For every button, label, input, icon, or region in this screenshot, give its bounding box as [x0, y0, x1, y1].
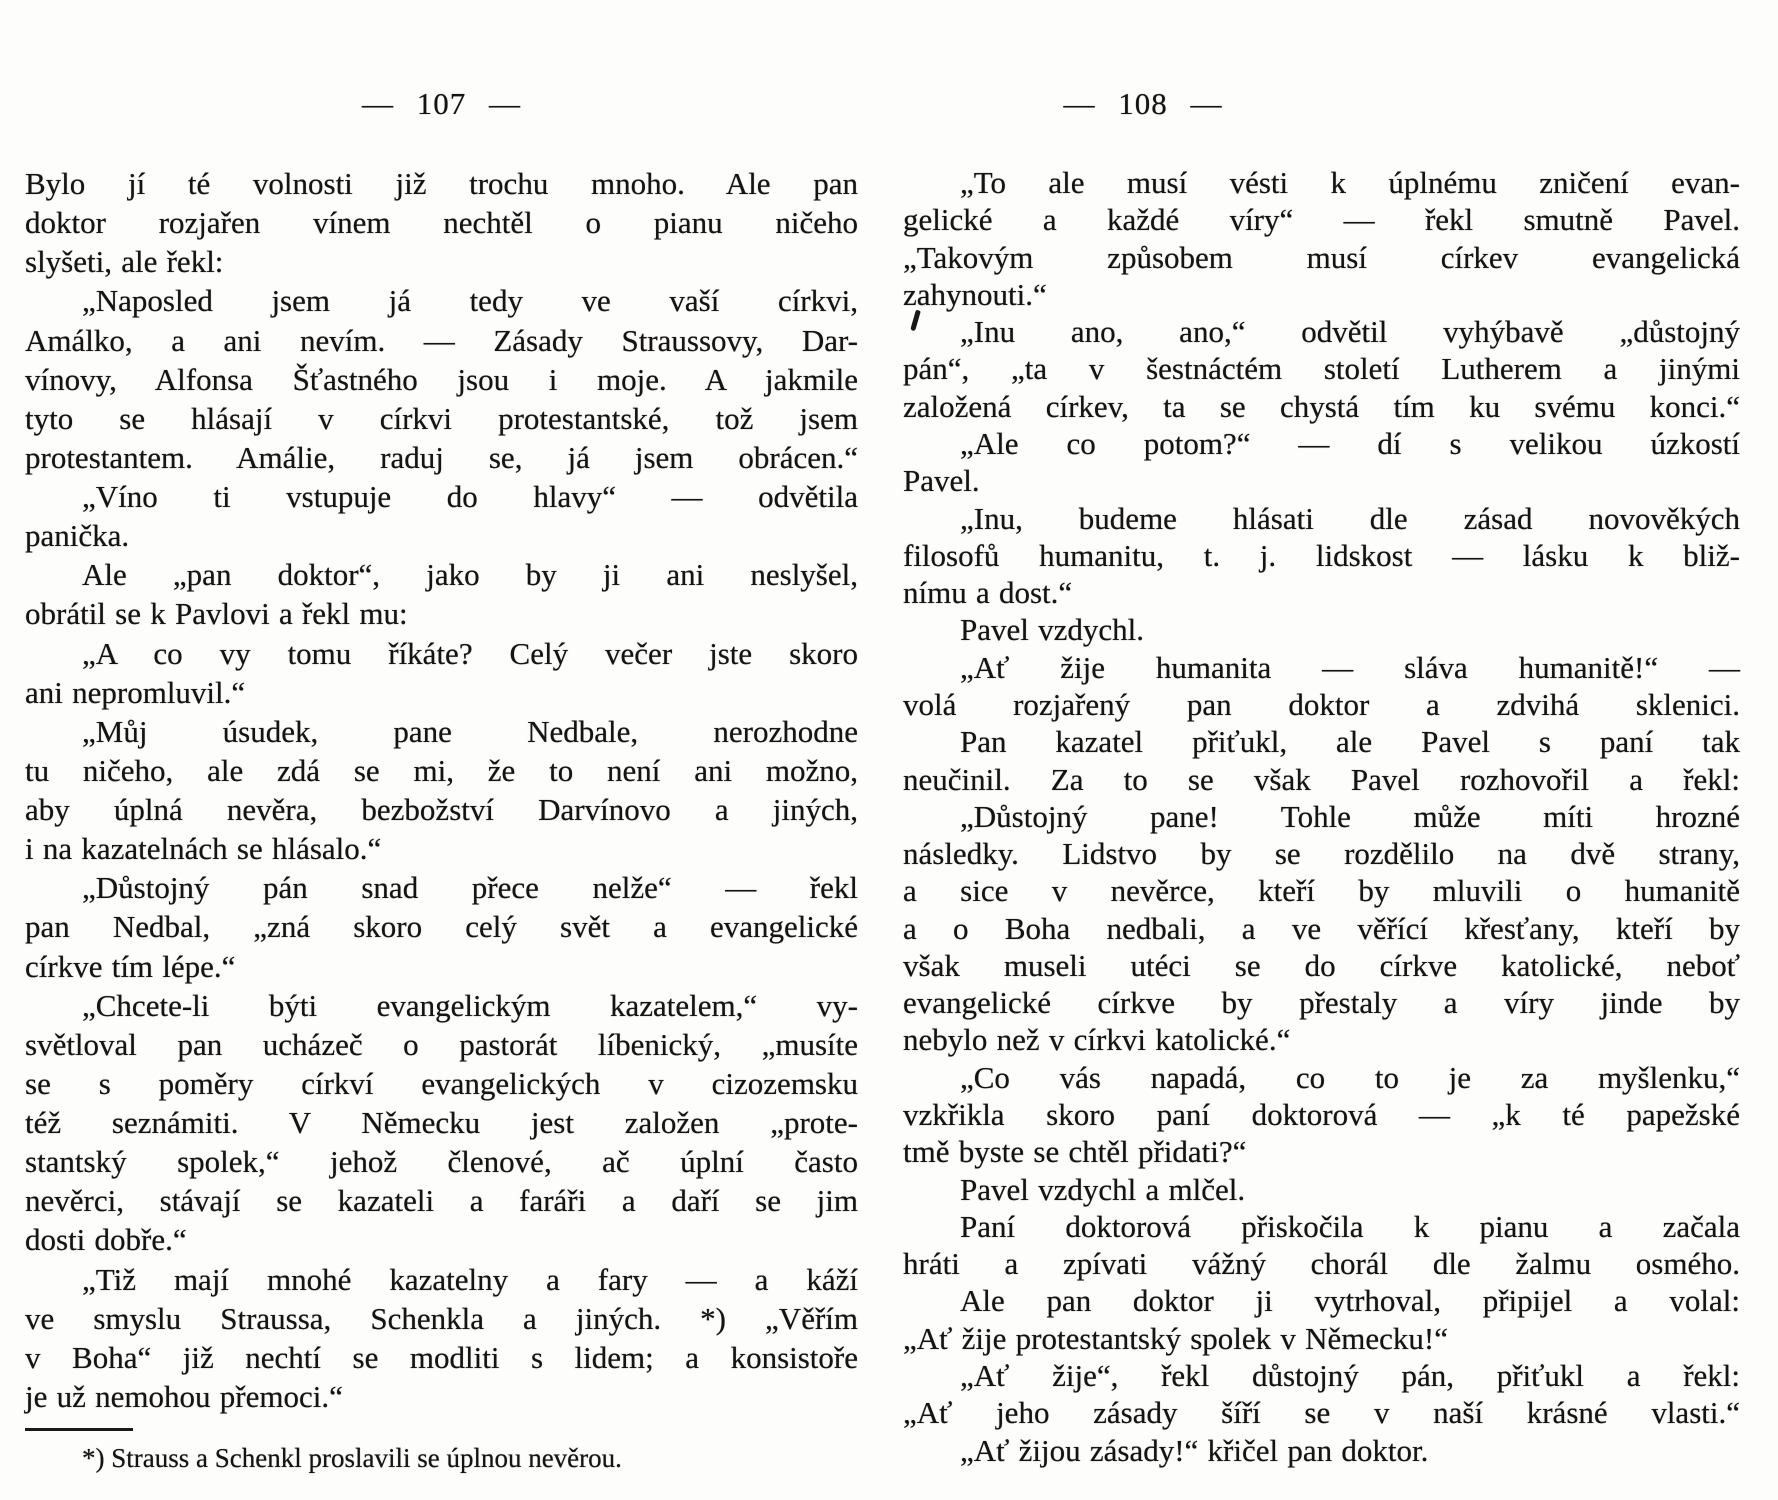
text-line: založená církev, ta se chystá tím ku svému konci.“ [903, 388, 1740, 424]
text-line: „A co vy tomu říkáte? Celý večer jste skoro [82, 635, 858, 671]
text-line: ani nepromluvil.“ [25, 674, 246, 710]
paragraph [903, 313, 1740, 425]
text-line: tmě byste se chtěl přidati?“ [903, 1134, 1247, 1170]
text-line: „Ať žijou zásady!“ křičel pan doktor. [960, 1432, 1429, 1468]
text-line: vzkřikla skoro paní doktorová — „k té papežské [903, 1097, 1740, 1133]
text-line: Pavel vzdychl a mlčel. [960, 1171, 1246, 1207]
text-line: filosofů humanitu, t. j. lidskost — lásku k bliž- [903, 537, 1740, 573]
text-line: „Ať jeho zásady šíří se v naší krásné vlasti.“ [903, 1395, 1740, 1431]
paragraph [903, 425, 1740, 500]
text-line: pan Nedbal, „zná skoro celý svět a evangelické [25, 909, 858, 945]
text-line: Paní doktorová přiskočila k pianu a začala [960, 1208, 1740, 1244]
paragraph [25, 634, 858, 712]
text-line: doktor rozjařen vínem nechtěl o pianu ničeho [25, 205, 858, 241]
text-line: neučinil. Za to se však Pavel rozhovořil a řekl: [903, 761, 1740, 797]
paragraph [25, 477, 858, 555]
text-line: „Ať žije protestantský spolek v Německu!“ [903, 1320, 1448, 1356]
text-line: nímu a dost.“ [903, 575, 1073, 611]
paragraph [25, 986, 858, 1260]
text-line: vínovy, Alfonsa Šťastného jsou i moje. A jakmile [25, 361, 858, 397]
paragraph [25, 712, 858, 869]
page-number-107: — 107 — [362, 86, 521, 121]
text-line: dosti dobře.“ [25, 1222, 187, 1258]
text-line: Amálko, a ani nevím. — Zásady Straussovy, Dar- [25, 322, 858, 358]
text-line: „Ať žije humanita — sláva humanitě!“ — [960, 649, 1740, 685]
text-line: a o Boha nedbali, a ve věřící křesťany, kteří by [903, 910, 1740, 946]
paragraph [903, 1059, 1740, 1171]
text-line: slyšeti, ale řekl: [25, 244, 224, 280]
text-line: zahynouti.“ [903, 276, 1047, 312]
text-block [903, 164, 1740, 1469]
text-line: Pavel vzdychl. [960, 612, 1145, 648]
paragraph [903, 1432, 1740, 1469]
paragraph [903, 1357, 1740, 1432]
footnote-rule [25, 1428, 133, 1431]
page-107 [25, 0, 858, 1500]
page-number-108: — 108 — [1063, 86, 1223, 121]
paragraph [903, 1208, 1740, 1283]
paragraph [903, 1282, 1740, 1357]
text-line: nebylo než v církvi katolické.“ [903, 1022, 1291, 1058]
text-line: se s poměry církví evangelických v cizozemsku [25, 1065, 858, 1101]
text-line: panička. [25, 518, 130, 554]
text-line: však museli utéci se do církve katolické, neboť [903, 947, 1740, 983]
paragraph [25, 868, 858, 985]
paragraph [903, 723, 1740, 798]
text-line: „Takovým způsobem musí církev evangelická [903, 239, 1740, 275]
text-line: „Ale co potom?“ — dí s velikou úzkostí [960, 425, 1740, 461]
text-line: evangelické církve by přestaly a víry jinde by [903, 985, 1740, 1021]
text-line: „To ale musí vésti k úplnému zničení evan- [960, 165, 1740, 200]
paragraph [25, 555, 858, 633]
paragraph [903, 500, 1740, 612]
text-line: volá rozjařený pan doktor a zdvihá sklenici. [903, 686, 1740, 722]
text-line: v Boha“ již nechtí se modliti s lidem; a konsistoře [25, 1339, 858, 1375]
text-line: „Co vás napadá, co to je za myšlenku,“ [960, 1059, 1740, 1095]
text-line: Bylo jí té volnosti již trochu mnoho. Ale pan [25, 166, 858, 201]
text-line: gelické a každé víry“ — řekl smutně Pavel. [903, 202, 1740, 238]
text-line: hráti a zpívati vážný chorál dle žalmu osmého. [903, 1246, 1740, 1282]
text-line: protestantem. Amálie, raduj se, já jsem obrácen.“ [25, 439, 858, 475]
text-line: „Inu ano, ano,“ odvětil vyhýbavě „důstojný [960, 314, 1740, 350]
text-line: aby úplná nevěra, bezbožství Darvínovo a jiných, [25, 792, 858, 827]
text-line: stantský spolek,“ jehož členové, ač úplní často [25, 1144, 858, 1180]
text-line: Ale „pan doktor“, jako by ji ani neslyšel, [82, 557, 858, 593]
text-line: „Důstojný pán snad přece nelže“ — řekl [82, 870, 858, 906]
paragraph [25, 164, 858, 281]
text-line: následky. Lidstvo by se rozdělilo na dvě strany, [903, 836, 1740, 872]
text-line: tu ničeho, ale zdá se mi, že to není ani možno, [25, 752, 858, 788]
text-line: ve smyslu Straussa, Schenkla a jiných. *) „Věřím [25, 1300, 858, 1336]
text-line: Pavel. [903, 463, 980, 499]
paragraph [903, 1171, 1740, 1208]
paragraph [25, 1260, 858, 1417]
text-block [25, 164, 858, 1416]
page-108 [903, 0, 1740, 1500]
text-line: „Důstojný pane! Tohle může míti hrozné [960, 798, 1740, 834]
text-line: též seznámiti. V Německu jest založen „prote- [25, 1105, 858, 1140]
paragraph [903, 798, 1740, 1059]
text-line: „Tiž mají mnohé kazatelny a fary — a káží [82, 1261, 858, 1297]
text-line: „Chcete-li býti evangelickým kazatelem,“ vy- [82, 987, 858, 1023]
text-line: je už nemohou přemoci.“ [25, 1378, 343, 1414]
text-line: církve tím lépe.“ [25, 948, 236, 984]
text-line: Ale pan doktor ji vytrhoval, připijel a volal: [960, 1283, 1740, 1319]
text-line: světloval pan ucházeč o pastorát líbenický, „musíte [25, 1026, 858, 1062]
text-line: „Naposled jsem já tedy ve vaší církvi, [82, 283, 858, 319]
text-line: tyto se hlásají v církvi protestantské, tož jsem [25, 400, 858, 436]
text-line: Pan kazatel přiťukl, ale Pavel s paní tak [960, 724, 1740, 760]
text-line: nevěrci, stávají se kazateli a faráři a daří se jim [25, 1183, 858, 1219]
text-line: pán“, „ta v šestnáctém století Lutherem a jinými [903, 351, 1740, 387]
text-line: obrátil se k Pavlovi a řekl mu: [25, 596, 408, 632]
text-line: „Ať žije“, řekl důstojný pán, přiťukl a řekl: [960, 1358, 1740, 1393]
text-line: i na kazatelnách se hlásalo.“ [25, 831, 382, 867]
paragraph [903, 164, 1740, 313]
text-line: a sice v nevěrce, kteří by mluvili o humanitě [903, 873, 1740, 909]
paragraph [903, 649, 1740, 724]
text-line: „Inu, budeme hlásati dle zásad novověkých [960, 500, 1740, 536]
paragraph [25, 281, 858, 477]
footnote-text: *) Strauss a Schenkl proslavili se úplnou nevěrou. [82, 1443, 622, 1473]
paragraph [903, 611, 1740, 648]
text-line: „Můj úsudek, pane Nedbale, nerozhodne [82, 713, 858, 749]
text-line: „Víno ti vstupuje do hlavy“ — odvětila [82, 479, 858, 514]
